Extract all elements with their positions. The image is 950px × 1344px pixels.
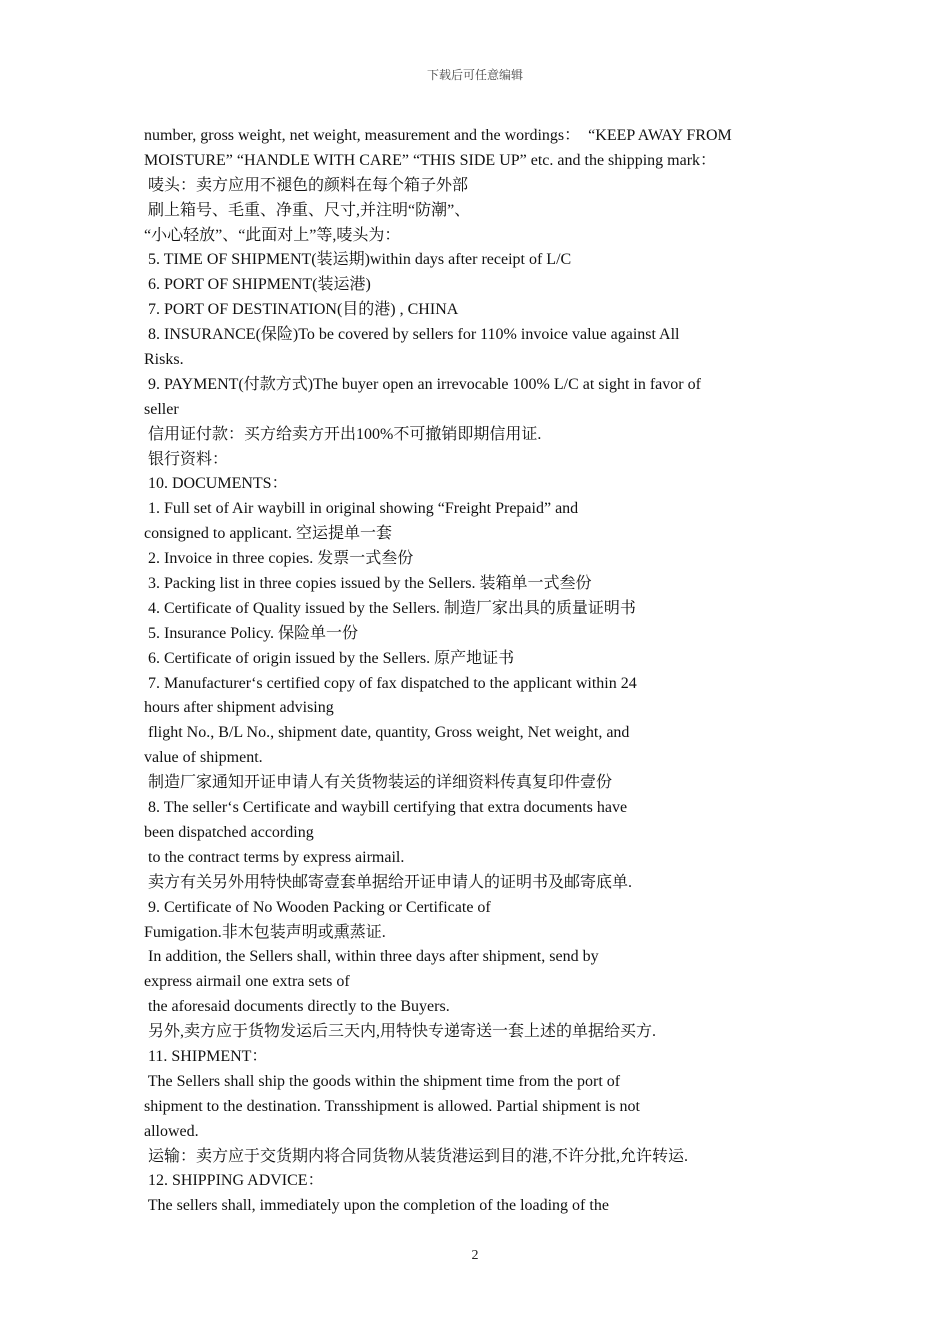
text-line: Risks. [144, 351, 184, 369]
text-line: number, gross weight, net weight, measurement and the wordings： “KEEP AWAY FROM [144, 127, 732, 144]
text-line: 8. The seller‘s Certificate and waybill certifying that extra documents have [144, 799, 628, 817]
text-line: “小心轻放”、“此面对上”等,唛头为： [144, 226, 401, 244]
text-line: 6. Certificate of origin issued by the Sellers. 原产地证书 [144, 649, 515, 667]
text-line: 6. PORT OF SHIPMENT(装运港) [144, 276, 371, 294]
text-line: hours after shipment advising [144, 699, 334, 717]
text-line: 10. DOCUMENTS： [144, 475, 288, 493]
text-line: MOISTURE” “HANDLE WITH CARE” “THIS SIDE UP” etc. and the shipping mark： [144, 151, 717, 169]
text-line: 唛头：卖方应用不褪色的颜料在每个箱子外部 [144, 176, 469, 194]
text-line: express airmail one extra sets of [144, 973, 350, 991]
text-line: 卖方有关另外用特快邮寄壹套单据给开证申请人的证明书及邮寄底单. [144, 873, 633, 891]
text-line: seller [144, 400, 179, 418]
text-line: The Sellers shall ship the goods within the shipment time from the port of [144, 1072, 621, 1090]
text-line: In addition, the Sellers shall, within three days after shipment, send by [144, 948, 599, 966]
text-line: flight No., B/L No., shipment date, quantity, Gross weight, Net weight, and [144, 724, 630, 742]
text-line: been dispatched according [144, 823, 314, 841]
page-header: 下载后可任意编辑 [426, 68, 523, 82]
text-line: 8. INSURANCE(保险)To be covered by sellers for 110% invoice value against All [144, 326, 680, 344]
text-line: 12. SHIPPING ADVICE： [144, 1172, 324, 1190]
text-line: shipment to the destination. Transshipment is allowed. Partial shipment is not [144, 1097, 640, 1115]
text-line: 11. SHIPMENT： [144, 1047, 268, 1065]
text-line: 7. Manufacturer‘s certified copy of fax dispatched to the applicant within 24 [144, 674, 637, 692]
text-line: 5. TIME OF SHIPMENT(装运期)within days after receipt of L/C [144, 251, 572, 269]
text-line: value of shipment. [144, 749, 263, 767]
text-line: 5. Insurance Policy. 保险单一份 [144, 624, 359, 642]
text-line: 9. PAYMENT(付款方式)The buyer open an irrevocable 100% L/C at sight in favor of [144, 375, 701, 393]
text-line: consigned to applicant. 空运提单一套 [144, 525, 392, 543]
text-line: to the contract terms by express airmail. [144, 848, 405, 866]
text-line: 信用证付款：买方给卖方开出100%不可撤销即期信用证. [144, 425, 542, 443]
text-line: 制造厂家通知开证申请人有关货物装运的详细资料传真复印件壹份 [144, 774, 613, 792]
text-line: 刷上箱号、毛重、净重、尺寸,并注明“防潮”、 [144, 201, 471, 219]
text-line: 1. Full set of Air waybill in original showing “Freight Prepaid” and [144, 500, 579, 518]
text-line: Fumigation.非木包装声明或熏蒸证. [144, 923, 386, 941]
text-line: 3. Packing list in three copies issued by the Sellers. 装箱单一式叁份 [144, 575, 592, 593]
text-line: 另外,卖方应于货物发运后三天内,用特快专递寄送一套上述的单据给买方. [144, 1023, 657, 1041]
text-line: 运输：卖方应于交货期内将合同货物从装货港运到目的港,不许分批,允许转运. [144, 1147, 689, 1165]
text-line: 2. Invoice in three copies. 发票一式叁份 [144, 550, 414, 568]
text-line: allowed. [144, 1122, 199, 1140]
page-number: 2 [471, 1248, 479, 1263]
document-body [144, 124, 784, 1219]
text-line: 9. Certificate of No Wooden Packing or Certificate of [144, 898, 491, 916]
text-line: The sellers shall, immediately upon the completion of the loading of the [144, 1197, 609, 1215]
text-line: 7. PORT OF DESTINATION(目的港) , CHINA [144, 301, 459, 319]
text-line: the aforesaid documents directly to the Buyers. [144, 998, 450, 1016]
text-line: 4. Certificate of Quality issued by the Sellers. 制造厂家出具的质量证明书 [144, 599, 636, 617]
text-line: 银行资料： [144, 450, 229, 468]
